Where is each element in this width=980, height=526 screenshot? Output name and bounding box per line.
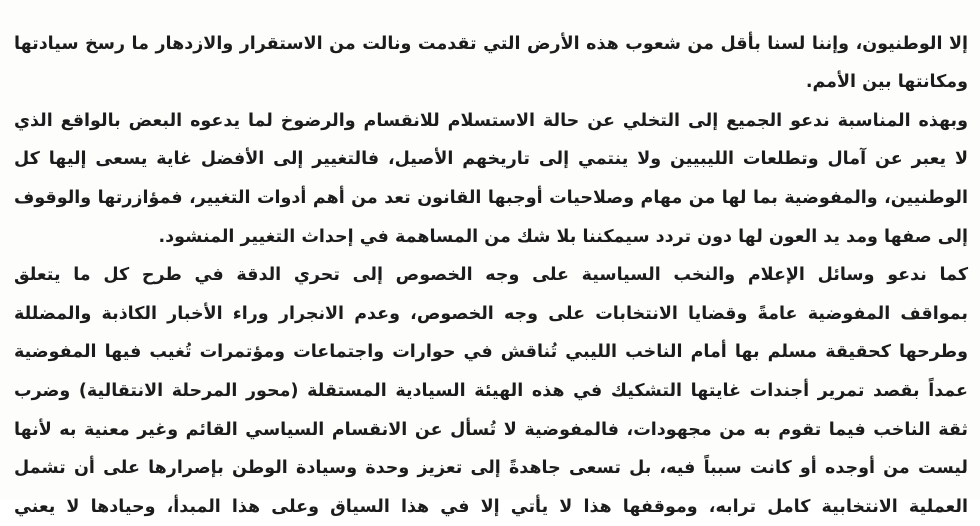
text-line: إلا الوطنيون، وإننا لسنا بأقل من شعوب هذه الأرض التي تقدمت ونالت من الاستقرار والازدهار ما رسخ سيادتها: [14, 33, 968, 54]
text-line: العملية الانتخابية كامل ترابه، وموقفها هذا لا يأتي إلا في هذا السياق وعلى هذا المبدأ، وحيادها لا يعني: [14, 496, 968, 517]
text-line: إلى صفها ومد يد العون لها دون تردد سيمكننا بلا شك من المساهمة في إحداث التغيير المنشود.: [158, 226, 968, 247]
text-line: ليست من أوجده أو كانت سبباً فيه، بل تسعى جاهدةً إلى تعزيز وحدة وسيادة الوطن بإصرارها على أن تشمل: [14, 458, 968, 479]
text-line: بمواقف المفوضية عامةً وقضايا الانتخابات على وجه الخصوص، وعدم الانجرار وراء الأخبار الكاذبة والمضللة: [14, 303, 968, 324]
text-line: وبهذه المناسبة ندعو الجميع إلى التخلي عن حالة الاستسلام للانقسام والرضوخ لما يدعوه البعض بالواقع الذي: [14, 110, 968, 131]
text-line: ومكانتها بين الأمم.: [805, 72, 968, 93]
text-line: الوطنيين، والمفوضية بما لها من مهام وصلاحيات أوجبها القانون تعد من أهم أدوات التغيير، فمؤازرتها والوقوف: [14, 187, 968, 208]
text-line: عمداً بقصد تمرير أجندات غايتها التشكيك في هذه الهيئة السيادية المستقلة (محور المرحلة الانتقالية) وضرب: [14, 380, 968, 401]
text-line: ثقة الناخب فيما تقوم به من مجهودات، فالمفوضية لا تُسأل عن الانقسام السياسي القائم وغير معنية به لأنها: [14, 419, 968, 440]
text-line: [14, 0, 968, 25]
text-line: كما ندعو وسائل الإعلام والنخب السياسية على وجه الخصوص إلى تحري الدقة في طرح كل ما يتعلق: [14, 265, 968, 286]
text-line: وطرحها كحقيقة مسلم بها أمام الناخب الليبي تُناقش في حوارات واجتماعات ومؤتمرات تُغيب فيها المفوضية: [14, 342, 968, 363]
text-line: لا يعبر عن آمال وتطلعات الليبيين ولا ينتمي إلى تاريخهم الأصيل، فالتغيير إلى الأفضل غاية يسعى إليها كل: [14, 149, 968, 170]
document-body: [14, 0, 968, 526]
